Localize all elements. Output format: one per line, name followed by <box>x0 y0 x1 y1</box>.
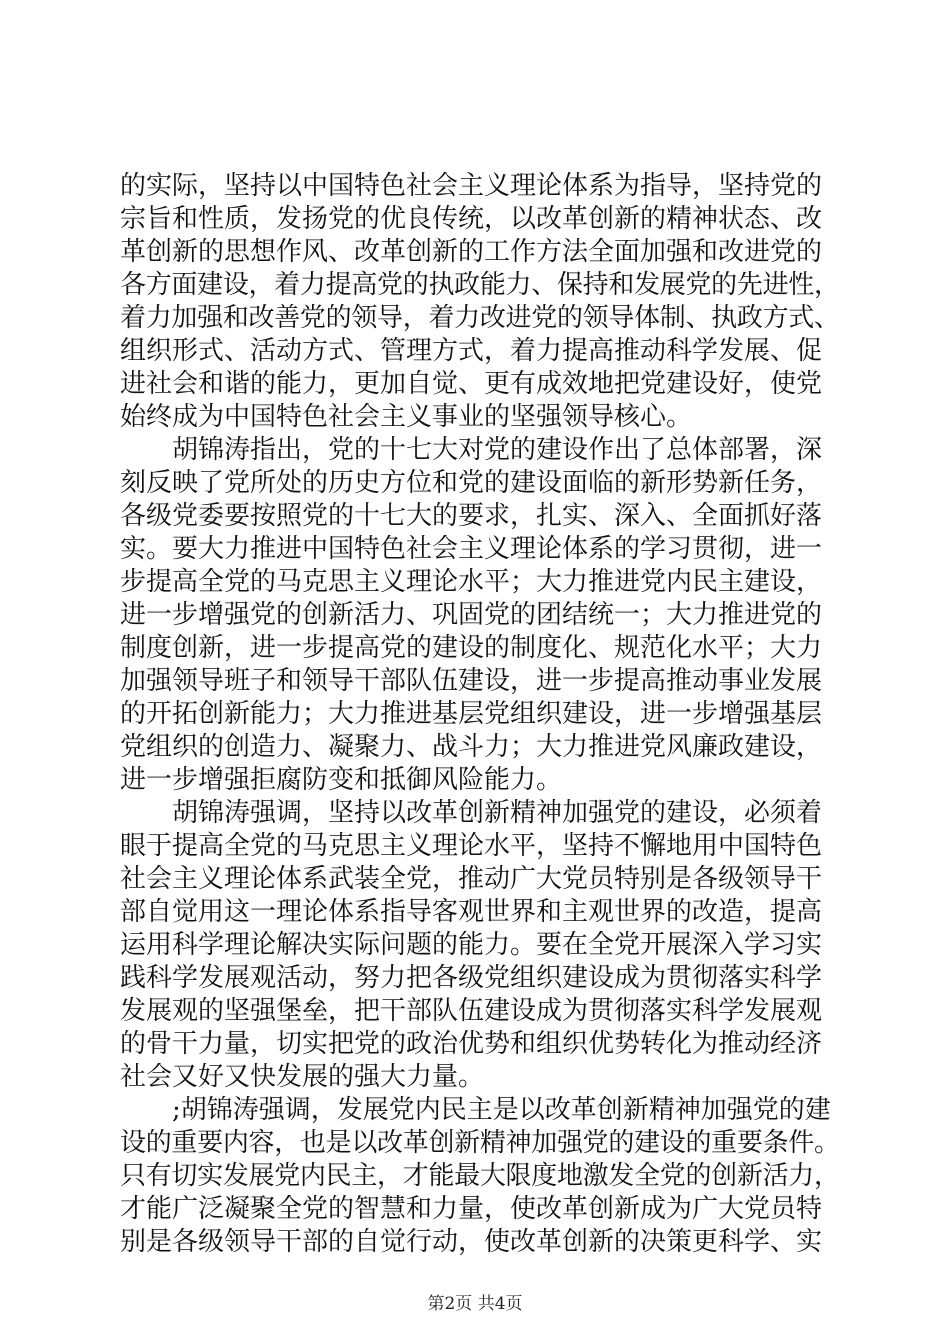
text-line: 社会又好又快发展的强大力量。 <box>120 1062 485 1092</box>
text-line: 组织形式、活动方式、管理方式，着力提高推动科学发展、促 <box>120 336 823 366</box>
text-line: 各方面建设，着力提高党的执政能力、保持和发展党的先进性， <box>120 270 840 300</box>
text-line: 步提高全党的马克思主义理论水平；大力推进党内民主建设， <box>120 567 823 597</box>
page-footer: 第2页 共4页 <box>427 1294 523 1314</box>
text-line: 宗旨和性质，发扬党的优良传统，以改革创新的精神状态、改 <box>120 204 823 234</box>
text-line: 制度创新，进一步提高党的建设的制度化、规范化水平；大力 <box>120 633 823 663</box>
text-line: 刻反映了党所处的历史方位和党的建设面临的新形势新任务， <box>120 468 823 498</box>
text-line: 只有切实发展党内民主，才能最大限度地激发全党的创新活力， <box>120 1161 840 1191</box>
text-line: 进一步增强拒腐防变和抵御风险能力。 <box>120 765 563 795</box>
text-line: 进一步增强党的创新活力、巩固党的团结统一；大力推进党的 <box>120 600 823 630</box>
text-line: 别是各级领导干部的自觉行动，使改革创新的决策更科学、实 <box>120 1227 823 1257</box>
body-text <box>120 170 840 1259</box>
text-line: 的开拓创新能力；大力推进基层党组织建设，进一步增强基层 <box>120 699 823 729</box>
text-line: 设的重要内容，也是以改革创新精神加强党的建设的重要条件。 <box>120 1128 840 1158</box>
text-line: 加强领导班子和领导干部队伍建设，进一步提高推动事业发展 <box>120 666 823 696</box>
text-line: 践科学发展观活动，努力把各级党组织建设成为贯彻落实科学 <box>120 963 823 993</box>
text-line: 社会主义理论体系武装全党，推动广大党员特别是各级领导干 <box>120 864 823 894</box>
text-line: 的实际，坚持以中国特色社会主义理论体系为指导，坚持党的 <box>120 171 823 201</box>
text-line: 各级党委要按照党的十七大的要求，扎实、深入、全面抓好落 <box>120 501 823 531</box>
text-line: 党组织的创造力、凝聚力、战斗力；大力推进党风廉政建设， <box>120 732 823 762</box>
text-line: 的骨干力量，切实把党的政治优势和组织优势转化为推动经济 <box>120 1029 823 1059</box>
text-line: 运用科学理论解决实际问题的能力。要在全党开展深入学习实 <box>120 930 823 960</box>
text-line: 着力加强和改善党的领导，着力改进党的领导体制、执政方式、 <box>120 303 840 333</box>
text-line: ;胡锦涛强调，发展党内民主是以改革创新精神加强党的建 <box>120 1095 831 1125</box>
text-line: 部自觉用这一理论体系指导客观世界和主观世界的改造，提高 <box>120 897 823 927</box>
text-line: 胡锦涛指出，党的十七大对党的建设作出了总体部署，深 <box>120 435 823 465</box>
text-line: 进社会和谐的能力，更加自觉、更有成效地把党建设好，使党 <box>120 369 823 399</box>
text-line: 发展观的坚强堡垒，把干部队伍建设成为贯彻落实科学发展观 <box>120 996 823 1026</box>
text-line: 实。要大力推进中国特色社会主义理论体系的学习贯彻，进一 <box>120 534 823 564</box>
text-line: 革创新的思想作风、改革创新的工作方法全面加强和改进党的 <box>120 237 823 267</box>
text-line: 胡锦涛强调，坚持以改革创新精神加强党的建设，必须着 <box>120 798 823 828</box>
text-line: 眼于提高全党的马克思主义理论水平，坚持不懈地用中国特色 <box>120 831 823 861</box>
text-line: 始终成为中国特色社会主义事业的坚强领导核心。 <box>120 402 693 432</box>
text-line: 才能广泛凝聚全党的智慧和力量，使改革创新成为广大党员特 <box>120 1194 823 1224</box>
